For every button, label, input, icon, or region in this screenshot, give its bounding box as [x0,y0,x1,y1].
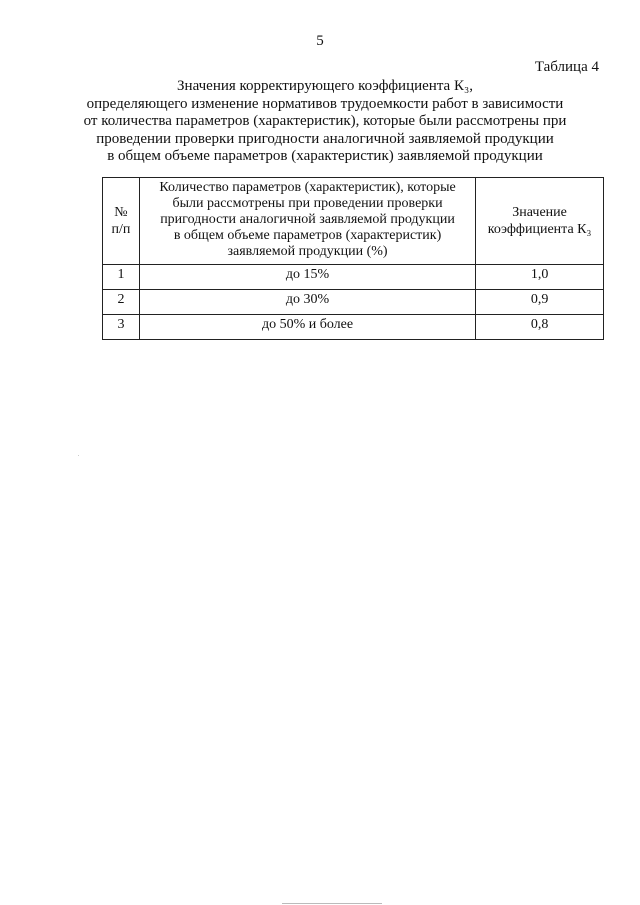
table-caption [60,78,590,166]
header-coefficient [476,178,604,265]
header-number-line: п/п [111,222,131,237]
caption-line: в общем объеме параметров (характеристик) заявляемой продукции [107,148,543,164]
header-parameters-line: заявляемой продукции (%) [227,244,388,259]
row-number: 3 [103,315,140,340]
scan-speck [78,455,79,456]
row-coefficient-value: 1,0 [476,265,604,290]
caption-line: проведении проверки пригодности аналогичной заявляемой продукции [96,130,554,147]
caption-line: от количества параметров (характеристик), которые были рассмотрены при [83,113,567,129]
header-number [103,178,140,265]
row-number: 2 [103,290,140,315]
table-row [103,290,604,315]
header-parameters-line: пригодности аналогичной заявляемой продукции [160,212,455,227]
caption-line: определяющего изменение нормативов трудоемкости работ в зависимости [86,95,564,112]
page-number: 5 [316,33,324,49]
coefficient-table [102,177,604,340]
caption-line: Значения корректирующего коэффициента К₃, [177,78,473,94]
table-header-row [103,178,604,265]
header-coefficient-line: Значение [512,205,567,220]
row-coefficient-value: 0,8 [476,315,604,340]
scan-edge-line [282,903,382,904]
table-row [103,265,604,290]
row-parameter-share: до 50% и более [139,315,475,340]
header-parameters-line: Количество параметров (характеристик), которые [159,180,456,195]
row-number: 1 [103,265,140,290]
header-parameters-line: в общем объеме параметров (характеристик) [173,228,442,243]
header-number-line: № [114,205,128,220]
table-label: Таблица 4 [534,59,599,75]
header-parameters-line: были рассмотрены при проведении проверки [172,196,443,211]
header-parameters [139,178,475,265]
row-coefficient-value: 0,9 [476,290,604,315]
row-parameter-share: до 30% [139,290,475,315]
table-row [103,315,604,340]
header-coefficient-line: коэффициента К₃ [487,222,592,237]
row-parameter-share: до 15% [139,265,475,290]
